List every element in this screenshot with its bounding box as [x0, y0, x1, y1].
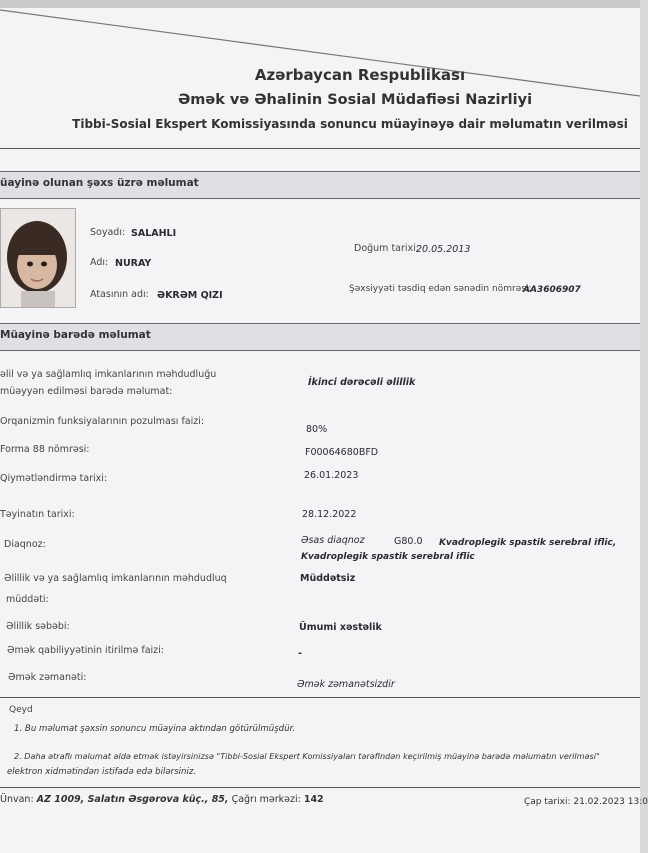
diagnosis-text: Kvadroplegik spastik serebral iflic,	[439, 538, 617, 548]
patronymic-label: Atasının adı:	[90, 289, 149, 300]
republic-title: Azərbaycan Respublikası	[254, 66, 466, 84]
disability-reason-value: Ümumi xəstəlik	[299, 622, 382, 633]
disability-label: əlil və ya sağlamlıq imkanlarının məhdudluğu	[0, 369, 217, 380]
notes-title: Qeyd	[9, 705, 33, 715]
birth-date-label: Doğum tarixi:	[354, 243, 420, 254]
disability-duration-value: Müddətsiz	[300, 573, 356, 584]
work-guarantee-label: Əmək zəmanəti:	[8, 672, 87, 683]
diagnosis-text-line2: Kvadroplegik spastik serebral iflic	[301, 552, 475, 562]
person-section-band	[0, 171, 640, 199]
surname-value: SALAHLI	[131, 228, 177, 239]
disability-label-line2: müəyyən edilməsi barədə məlumat:	[0, 386, 173, 397]
function-impairment-value: 80%	[306, 424, 328, 435]
exam-section-band	[0, 323, 640, 351]
work-capacity-loss-value: -	[298, 648, 302, 659]
work-capacity-loss-label: Əmək qabiliyyətinin itirilmə faizi:	[7, 645, 164, 656]
note-2: 2. Daha ətraflı məlumat əldə etmək istəyirsinizsə "Tibbi-Sosial Ekspert Komissiyaları tərəfindən keçirilmiş müayinə barədə məlumatın verilməsi"	[14, 751, 600, 761]
diagnosis-code: G80.0	[394, 536, 423, 547]
footer-address-line	[0, 794, 324, 805]
ministry-title: Əmək və Əhalinin Sosial Müdafiəsi Nazirliyi	[177, 92, 533, 108]
address-label: Ünvan:	[0, 794, 34, 805]
notes-top-divider	[0, 697, 640, 698]
document-page	[0, 8, 648, 853]
footer-print-date	[524, 797, 648, 807]
assignment-date-value: 28.12.2022	[302, 509, 357, 520]
photo-background	[0, 0, 640, 8]
birth-date-value: 20.05.2013	[416, 244, 471, 255]
call-center-value: 142	[303, 794, 324, 805]
form88-value: F00064680BFD	[305, 447, 379, 458]
note-2-line2: elektron xidmətindən istifadə edə bilərsiniz.	[7, 767, 197, 777]
address-value: AZ 1009, Salatın Əsgərova küç., 85,	[36, 794, 229, 805]
work-guarantee-value: Əmək zəmanətsizdir	[297, 679, 395, 690]
id-number-label: Şəxsiyyəti təsdiq edən sənədin nömrəsi:	[349, 284, 532, 294]
name-label: Adı:	[90, 257, 109, 268]
assessment-date-label: Qiymətləndirmə tarixi:	[0, 473, 108, 484]
form88-label: Forma 88 nömrəsi:	[0, 444, 90, 455]
notes-bottom-divider	[0, 787, 640, 788]
disability-duration-label-line2: müddəti:	[6, 594, 49, 605]
surname-label: Soyadı:	[90, 227, 126, 238]
disability-value: İkinci dərəcəli əlillik	[308, 377, 416, 388]
person-section-title: üayinə olunan şəxs üzrə məlumat	[0, 177, 199, 189]
assignment-date-label: Təyinatın tarixi:	[0, 509, 75, 520]
print-date-value: 21.02.2023 13:0	[573, 797, 648, 807]
disability-duration-label: Əlillik və ya sağlamlıq imkanlarının məhdudluq	[4, 573, 227, 584]
name-value: NURAY	[115, 258, 152, 269]
diagnosis-main-label: Əsas diaqnoz	[301, 535, 365, 546]
header-divider	[0, 148, 640, 149]
note-1: 1. Bu məlumat şəxsin sonuncu müayinə aktından götürülmüşdür.	[14, 724, 296, 734]
diagnosis-label: Diaqnoz:	[4, 539, 46, 550]
patronymic-value: ƏKRƏM QIZI	[157, 290, 223, 301]
document-title: Tibbi-Sosial Ekspert Komissiyasında sonuncu müayinəyə dair məlumatın verilməsi	[72, 117, 628, 131]
call-center-label: Çağrı mərkəzi:	[231, 794, 301, 805]
assessment-date-value: 26.01.2023	[304, 470, 359, 481]
person-photo	[0, 208, 76, 308]
function-impairment-label: Orqanizmin funksiyalarının pozulması faizi:	[0, 416, 205, 427]
document-header	[0, 66, 640, 131]
disability-reason-label: Əlillik səbəbi:	[6, 621, 70, 632]
id-number-value: AA3606907	[523, 285, 581, 295]
exam-section-title: Müayinə barədə məlumat	[0, 329, 151, 341]
print-date-label: Çap tarixi:	[524, 797, 571, 807]
